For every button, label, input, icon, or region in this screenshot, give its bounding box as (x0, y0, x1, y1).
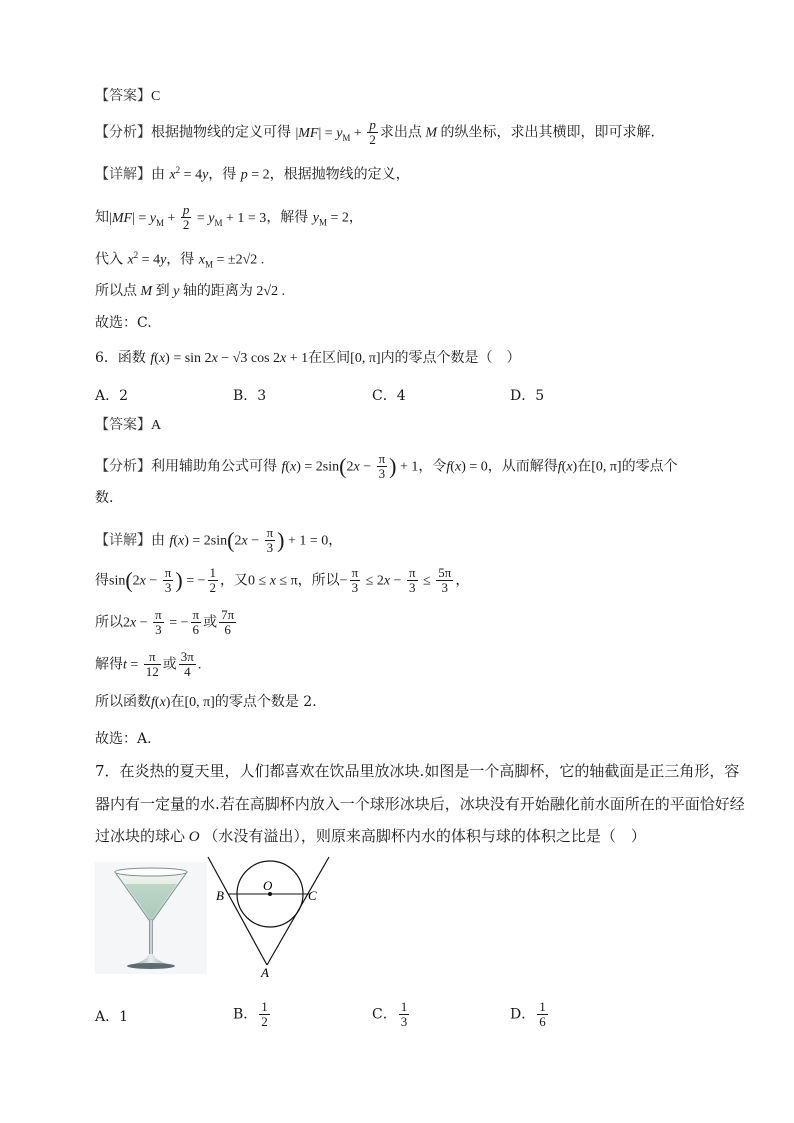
q5-detail-line-2: 知$|MF| = y_M$ + $\frac{p}{2}$ = $y_M + 1 = 3$，解得 $y_M = 2$， (95, 202, 363, 232)
q6-stem: 6．函数 f(x) = sin 2x − √3 cos 2x + 1在区间[0, π]内的零点个数是（ ） (95, 350, 521, 366)
option-c-den: 3 (400, 1014, 408, 1029)
answer-value: C (151, 89, 161, 104)
text: ， (328, 532, 343, 549)
text: 在 (170, 694, 185, 710)
q7-option-a: A．1 (95, 1009, 129, 1025)
q6-detail-line-5: 所以函数f(x)在[0, π]的零点个数是 2. (95, 694, 317, 710)
option-d-den: 6 (539, 1014, 546, 1029)
text: 到 (155, 283, 170, 299)
text: 的零点个 (621, 458, 678, 475)
text: 6．函数 (95, 350, 146, 366)
text: 根据抛物线的定义可得 (151, 124, 291, 141)
text: 得 (95, 572, 109, 589)
text: 的零点个数是 2. (214, 694, 317, 710)
option-label: C． (372, 1006, 397, 1023)
text: 在区间 (308, 350, 351, 366)
text: 内的零点个数是（ ） (380, 350, 521, 366)
q6-detail-line-3: 所以2x − $\frac{\pi}{3}$ = − $\frac{\pi}{6}$ 或 $\frac{7\pi}{6}$ (95, 607, 235, 637)
q7-stem-line-2: 器内有一定量的水.若在高脚杯内放入一个球形冰块后，冰块没有开始融化前水面所在的平面恰好经 (95, 795, 745, 813)
text: ，得 (166, 251, 195, 268)
q6-option-a: A．2 (95, 388, 129, 404)
text: ，令 (418, 458, 447, 475)
text: 利用辅助角公式可得 (151, 458, 277, 475)
text: 在 (577, 458, 592, 475)
text: 或 (162, 656, 177, 673)
text: 由 (151, 166, 165, 183)
option-b-num: 1 (261, 999, 268, 1014)
q7-option-c (372, 1000, 411, 1029)
text: ，解得 (266, 209, 309, 226)
q6-choose: 故选：A. (95, 731, 152, 747)
q5-answer-line (95, 86, 160, 107)
q6-detail-line-1: 【详解】由 f(x) = 2sin(2x − $\frac{\pi}{3}$ ) + 1 = 0， (95, 525, 343, 555)
text: 或 (203, 614, 218, 631)
text: ， (455, 572, 470, 589)
q6-detail-line-2: 得sin(2x − $\frac{\pi}{3}$ ) = − $\frac{1}{2}$ ，又0 ≤ x ≤ π，所以− $\frac{\pi}{3}$ ≤ 2x − $\frac{\pi}{3}$ ≤ $\frac{5\pi}{3}$ ， (95, 565, 470, 595)
option-label: D． (510, 1006, 536, 1023)
q7-stem-line-3: 过冰块的球心 O （水没有溢出），则原来高脚杯内水的体积与球的体积之比是（ ） (95, 827, 646, 845)
option-b-den: 2 (261, 1014, 268, 1029)
text: ，所以 (297, 572, 340, 589)
edge-left (208, 857, 267, 965)
option-c-num: 1 (400, 999, 408, 1014)
text: ，得 (208, 166, 237, 183)
q6-option-d: D．5 (510, 388, 545, 404)
q6-analysis-cont: 数. (95, 490, 114, 506)
text: 求出点 (379, 124, 422, 141)
text: 轴的距离为 (182, 283, 253, 299)
q5-choose: 故选：C. (95, 315, 152, 331)
detail-tag: 【详解】 (95, 532, 151, 549)
detail-tag: 【详解】 (95, 166, 151, 183)
label-c: C (308, 888, 317, 903)
text: ，又 (220, 572, 248, 589)
text: 由 (151, 532, 165, 549)
q6-detail-line-4: 解得t = $\frac{\pi}{12}$ 或 $\frac{3\pi}{4}$ . (95, 649, 202, 679)
q5-analysis-line: 【分析】根据抛物线的定义可得 $|MF| = y_M$ + $\frac{p}{2}$ 求出点 M 的纵坐标，求出其横即，即可求解. (95, 117, 655, 147)
text: （水没有溢出），则原来高脚杯内水的体积与球的体积之比是（ ） (203, 827, 646, 845)
text: 所以函数 (95, 694, 151, 710)
option-d-num: 1 (539, 999, 546, 1014)
text: 过冰块的球心 (95, 827, 186, 845)
q5-detail-line-3: 代入 $x^2 = 4y$，得 $x_M = \pm 2√2$ . (95, 250, 265, 270)
text: 的纵坐标，求出其横即，即可求解. (440, 124, 655, 141)
answer-tag: 【答案】 (95, 88, 151, 104)
label-a: A (261, 965, 269, 980)
answer-tag: 【答案】 (95, 417, 151, 433)
label-b: B (216, 888, 224, 903)
option-label: B． (233, 1006, 258, 1023)
text: ，根据抛物线的定义， (269, 166, 410, 183)
text: 代入 (95, 251, 123, 268)
analysis-tag: 【分析】 (95, 458, 151, 475)
text: 解得 (95, 656, 123, 673)
q6-option-b: B．3 (233, 388, 267, 404)
q6-option-c: C．4 (372, 388, 406, 404)
q7-option-b (233, 1000, 272, 1029)
q5-detail-line-4: 所以点 M 到 y 轴的距离为 2√2 . (95, 283, 286, 299)
text: ， (348, 209, 363, 226)
analysis-tag: 【分析】 (95, 124, 151, 141)
goblet-photo (95, 862, 207, 974)
text: ，从而解得 (487, 458, 558, 475)
q5-detail-line-1: 【详解】由 $x^2 = 4y$，得 p = 2，根据抛物线的定义， (95, 165, 410, 183)
q6-analysis-line: 【分析】利用辅助角公式可得 f(x) = 2sin(2x − $\frac{\pi}{3}$ ) + 1，令f(x) = 0，从而解得f(x)在[0, π]的零点个 (95, 451, 678, 481)
answer-value: A (151, 418, 162, 433)
q7-option-d (510, 1000, 550, 1029)
text: 所以 (95, 614, 123, 631)
q7-stem-line-1: 7．在炎热的夏天里，人们都喜欢在饮品里放冰块.如图是一个高脚杯，它的轴截面是正三角形，容 (95, 762, 740, 780)
text: 所以点 (95, 283, 137, 299)
label-o: O (263, 878, 273, 893)
text: 知 (95, 209, 109, 226)
cross-section-diagram (205, 855, 335, 985)
q6-answer-line (95, 415, 161, 436)
